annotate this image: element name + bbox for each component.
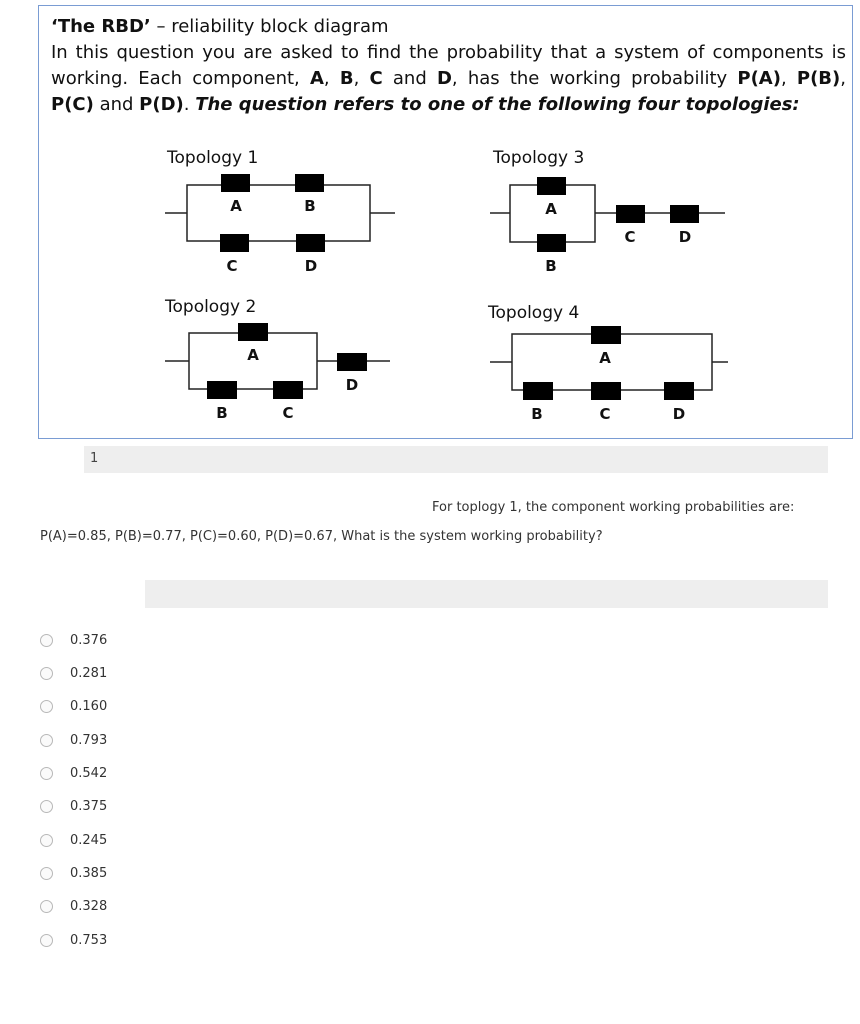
answer-option[interactable] <box>38 932 238 952</box>
t2-label-a: A <box>247 346 259 364</box>
title-rest: – reliability block diagram <box>150 16 389 37</box>
t4-label-b: B <box>531 405 543 423</box>
t3-label-b: B <box>545 257 557 275</box>
t4-label-a: A <box>599 349 611 367</box>
t4-label-d: D <box>672 405 686 423</box>
answer-option[interactable] <box>38 865 238 885</box>
answer-option-label: 0.375 <box>70 799 108 814</box>
answer-option-label: 0.376 <box>70 633 108 648</box>
answer-option-label: 0.385 <box>70 866 108 881</box>
radio-button-icon[interactable] <box>40 767 53 780</box>
radio-button-icon[interactable] <box>40 900 53 913</box>
answer-option[interactable] <box>38 765 238 785</box>
question-number: 1 <box>90 451 99 466</box>
question-number-bar <box>84 446 828 473</box>
t1-label-d: D <box>304 257 318 275</box>
radio-button-icon[interactable] <box>40 734 53 747</box>
answer-option-label: 0.281 <box>70 666 108 681</box>
radio-button-icon[interactable] <box>40 934 53 947</box>
answer-option[interactable] <box>38 698 238 718</box>
answer-option[interactable] <box>38 798 238 818</box>
radio-button-icon[interactable] <box>40 867 53 880</box>
answer-option-label: 0.753 <box>70 933 108 948</box>
radio-button-icon[interactable] <box>40 700 53 713</box>
answer-option[interactable] <box>38 898 238 918</box>
t1-label-a: A <box>230 197 242 215</box>
topology-4-title: Topology 4 <box>488 303 580 323</box>
t4-label-c: C <box>599 405 611 423</box>
topology-3-title: Topology 3 <box>493 148 585 168</box>
answer-option-label: 0.160 <box>70 699 108 714</box>
t3-label-d: D <box>678 228 692 246</box>
instructions-line-4: P(C) and P(D). The question refers to one of the following four topologies: <box>51 94 800 115</box>
t3-label-a: A <box>545 200 557 218</box>
topology-diagrams <box>0 0 860 440</box>
radio-button-icon[interactable] <box>40 800 53 813</box>
answer-option[interactable] <box>38 665 238 685</box>
question-text-line-2: P(A)=0.85, P(B)=0.77, P(C)=0.60, P(D)=0.67, What is the system working probability? <box>40 529 603 544</box>
instructions-line-2: In this question you are asked to find the probability that a system of components is <box>51 42 846 63</box>
instructions-line-3: working. Each component, A, B, C and D, has the working probability P(A), P(B), <box>51 68 846 89</box>
answer-option[interactable] <box>38 632 238 652</box>
t2-label-c: C <box>282 404 294 422</box>
t2-label-b: B <box>216 404 228 422</box>
question-text-line-1: For toplogy 1, the component working probabilities are: <box>432 500 795 515</box>
topology-2-title: Topology 2 <box>165 297 257 317</box>
t3-label-c: C <box>624 228 636 246</box>
answer-option-label: 0.245 <box>70 833 108 848</box>
title-bold: ‘The RBD’ <box>51 16 151 37</box>
answer-option-label: 0.793 <box>70 733 108 748</box>
answer-option-label: 0.328 <box>70 899 108 914</box>
radio-button-icon[interactable] <box>40 634 53 647</box>
t1-label-b: B <box>304 197 316 215</box>
topology-1-title: Topology 1 <box>167 148 259 168</box>
t2-label-d: D <box>345 376 359 394</box>
answer-option[interactable] <box>38 832 238 852</box>
answer-area-bar <box>145 580 828 608</box>
t1-label-c: C <box>226 257 238 275</box>
radio-button-icon[interactable] <box>40 667 53 680</box>
answer-option-label: 0.542 <box>70 766 108 781</box>
answer-option[interactable] <box>38 732 238 752</box>
radio-button-icon[interactable] <box>40 834 53 847</box>
